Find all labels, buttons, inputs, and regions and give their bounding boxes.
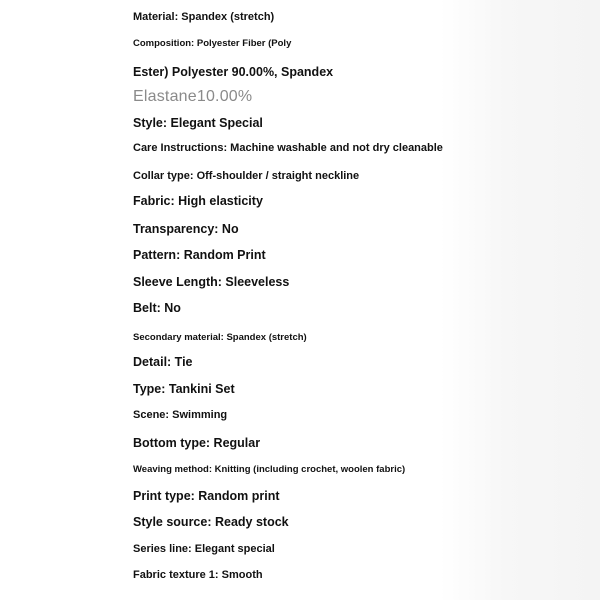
spec-composition-cont: Ester) Polyester 90.00%, Spandex [133, 65, 334, 79]
spec-style-source: Style source: Ready stock [133, 515, 289, 529]
spec-fabric-texture: Fabric texture 1: Smooth [133, 569, 263, 581]
background-shade [440, 0, 600, 600]
spec-belt: Belt: No [133, 301, 181, 315]
spec-detail: Detail: Tie [133, 355, 193, 369]
spec-print-type: Print type: Random print [133, 489, 280, 503]
spec-care-instructions: Care Instructions: Machine washable and not dry cleanable [133, 142, 443, 154]
spec-weaving-method: Weaving method: Knitting (including crochet, woolen fabric) [133, 464, 406, 475]
spec-type: Type: Tankini Set [133, 382, 235, 396]
spec-style: Style: Elegant Special [133, 116, 263, 130]
spec-transparency: Transparency: No [133, 222, 239, 236]
spec-scene: Scene: Swimming [133, 409, 228, 421]
spec-series-line: Series line: Elegant special [133, 543, 275, 555]
spec-collar-type: Collar type: Off-shoulder / straight neckline [133, 170, 360, 182]
spec-pattern: Pattern: Random Print [133, 248, 266, 262]
spec-fabric: Fabric: High elasticity [133, 194, 263, 208]
spec-material: Material: Spandex (stretch) [133, 11, 275, 23]
spec-bottom-type: Bottom type: Regular [133, 436, 261, 450]
spec-sleeve-length: Sleeve Length: Sleeveless [133, 275, 290, 289]
spec-secondary-material: Secondary material: Spandex (stretch) [133, 332, 307, 343]
spec-composition: Composition: Polyester Fiber (Poly [133, 38, 292, 49]
spec-composition-elastane: Elastane10.00% [133, 88, 253, 105]
